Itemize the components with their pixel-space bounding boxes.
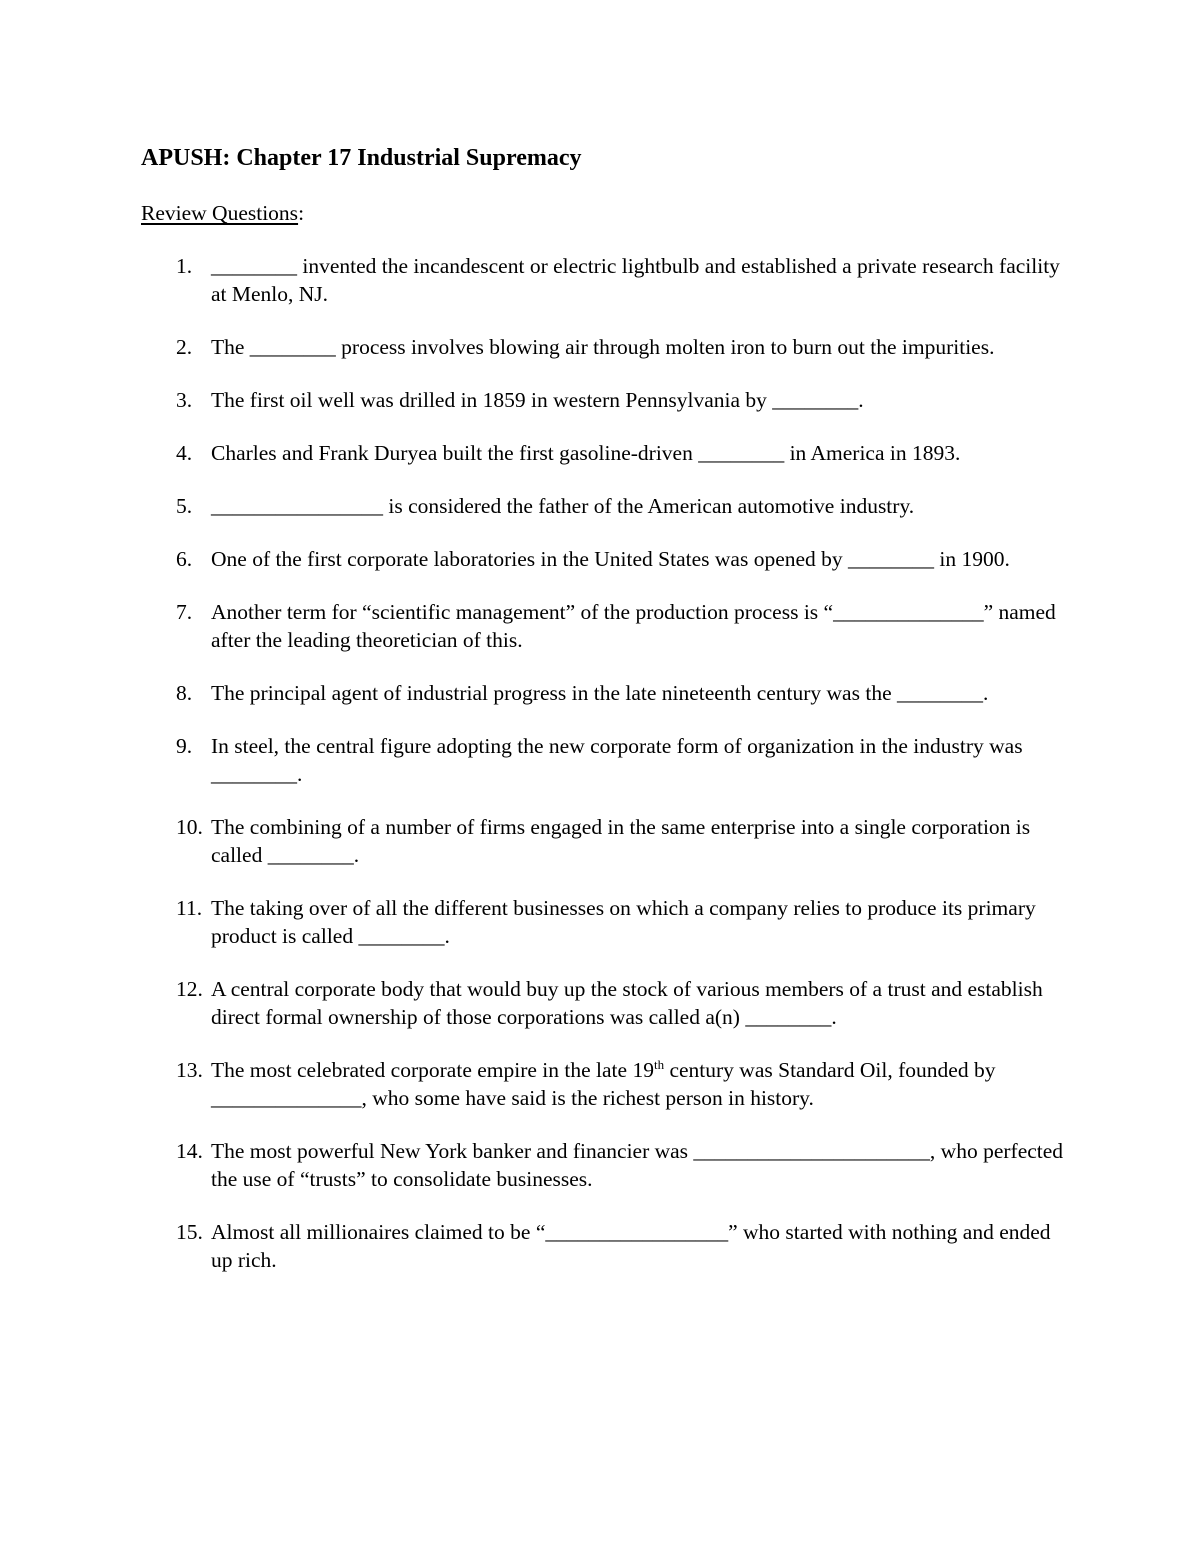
question-2 <box>0 333 1200 361</box>
question-number: 15. <box>176 1220 203 1244</box>
question-13 <box>0 1056 1200 1112</box>
question-list <box>0 252 1200 1299</box>
question-text: One of the first corporate laboratories in the United States was opened by ________ in 1900. <box>211 547 1010 571</box>
question-text: In steel, the central figure adopting the new corporate form of organization in the industry was ________. <box>211 734 1023 786</box>
question-text: The principal agent of industrial progress in the late nineteenth century was the ________. <box>211 681 989 705</box>
question-7 <box>0 598 1200 654</box>
section-heading <box>141 199 304 228</box>
question-text: A central corporate body that would buy up the stock of various members of a trust and establish direct formal ownership of those corporations was called a(n) ________. <box>211 977 1043 1029</box>
question-text <box>211 1056 1071 1112</box>
question-text-part: The most celebrated corporate empire in the late 19 <box>211 1058 654 1082</box>
question-3 <box>0 386 1200 414</box>
ordinal-superscript: th <box>653 1056 665 1072</box>
question-text: Another term for “scientific management” of the production process is “______________” named after the leading theoretician of this. <box>211 600 1056 652</box>
question-number: 3. <box>176 388 193 412</box>
document-title: APUSH: Chapter 17 Industrial Supremacy <box>141 145 582 171</box>
question-text: ________ invented the incandescent or electric lightbulb and established a private research facility at Menlo, NJ. <box>211 254 1060 306</box>
question-text: Charles and Frank Duryea built the first gasoline-driven ________ in America in 1893. <box>211 441 961 465</box>
question-8 <box>0 679 1200 707</box>
question-number: 1. <box>176 254 193 278</box>
question-number: 6. <box>176 547 193 571</box>
question-number: 7. <box>176 600 193 624</box>
question-text: The combining of a number of firms engaged in the same enterprise into a single corporation is called ________. <box>211 815 1031 867</box>
question-number: 4. <box>176 441 193 465</box>
question-4 <box>0 439 1200 467</box>
section-heading-label: Review Questions <box>141 201 299 225</box>
question-6 <box>0 545 1200 573</box>
question-number: 14. <box>176 1139 203 1163</box>
question-1 <box>0 252 1200 308</box>
question-text: Almost all millionaires claimed to be “_________________” who started with nothing and ended up rich. <box>211 1220 1051 1272</box>
question-number: 8. <box>176 681 193 705</box>
question-number: 10. <box>176 815 203 839</box>
question-text: The ________ process involves blowing air through molten iron to burn out the impurities. <box>211 335 995 359</box>
question-text: The first oil well was drilled in 1859 in western Pennsylvania by ________. <box>211 388 864 412</box>
question-12 <box>0 975 1200 1031</box>
question-text-part: century was Standard Oil, founded by ______________, who some have said is the richest person in history. <box>211 1058 996 1110</box>
question-11 <box>0 894 1200 950</box>
question-number: 11. <box>176 896 203 920</box>
question-text: ________________ is considered the father of the American automotive industry. <box>211 494 915 518</box>
question-number: 5. <box>176 494 193 518</box>
question-10 <box>0 813 1200 869</box>
question-number: 2. <box>176 335 193 359</box>
section-heading-colon: : <box>298 201 305 225</box>
question-9 <box>0 732 1200 788</box>
question-number: 13. <box>176 1058 203 1082</box>
question-15 <box>0 1218 1200 1274</box>
question-text: The most powerful New York banker and financier was ______________________, who perfected the use of “trusts” to consolidate businesses. <box>211 1139 1064 1191</box>
question-number: 9. <box>176 734 193 758</box>
question-text: The taking over of all the different businesses on which a company relies to produce its primary product is called ________. <box>211 896 1036 948</box>
question-number: 12. <box>176 977 203 1001</box>
question-14 <box>0 1137 1200 1193</box>
question-5 <box>0 492 1200 520</box>
